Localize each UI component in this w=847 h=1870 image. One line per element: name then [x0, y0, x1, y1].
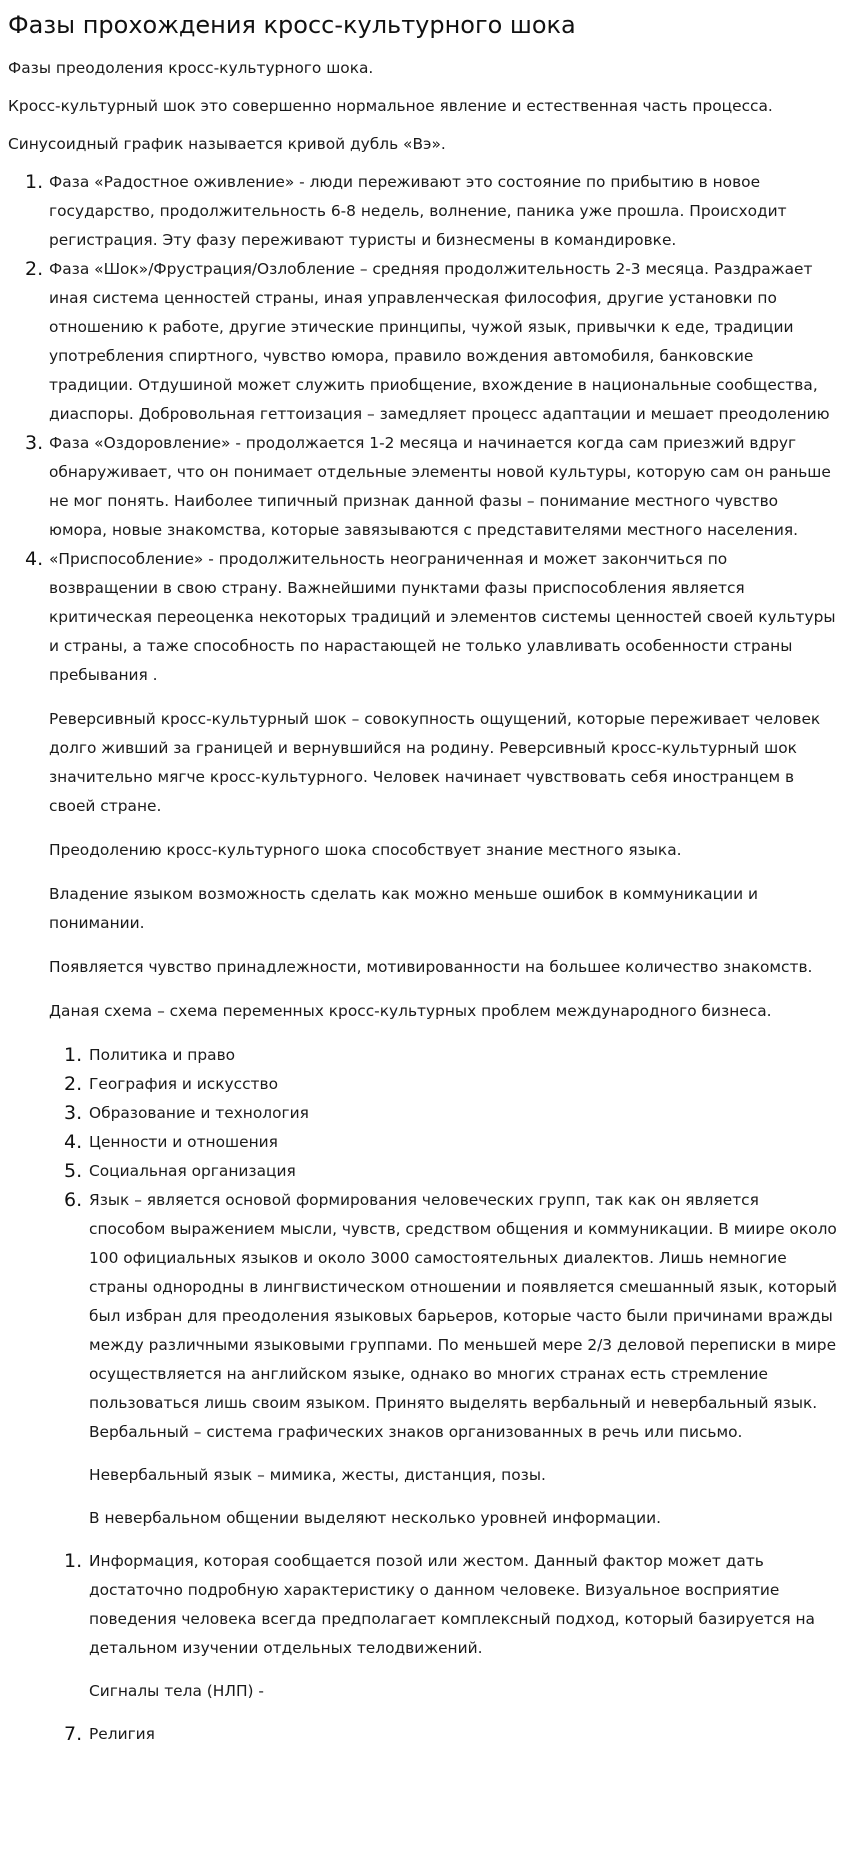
list-number: 5. [64, 1160, 83, 1182]
intro-paragraph: Синусоидный график называется кривой дубль «Вэ». [8, 135, 446, 153]
list-number: 4. [64, 1131, 83, 1153]
list-number: 1. [64, 1550, 83, 1572]
list-item-text: Образование и технология [89, 1104, 309, 1122]
list-item [8, 1041, 839, 1070]
body-paragraph: Появляется чувство принадлежности, мотивированности на большее количество знакомств. [49, 958, 813, 976]
list-number: 2. [64, 1073, 83, 1095]
list-item-text: Ценности и отношения [89, 1133, 278, 1151]
list-item [8, 1070, 839, 1099]
intro-paragraph: Кросс-культурный шок это совершенно нормальное явление и естественная часть процесса. [8, 97, 773, 115]
list-item-text: Социальная организация [89, 1162, 296, 1180]
list-number: 2. [25, 258, 44, 280]
list-item [8, 255, 839, 429]
variables-list-continued [8, 1720, 839, 1749]
variables-list [8, 1041, 839, 1533]
list-number: 4. [25, 548, 44, 570]
list-item [8, 1099, 839, 1128]
body-section [8, 705, 839, 1026]
list-item [8, 1547, 839, 1706]
body-paragraph: Преодолению кросс-культурного шока способствует знание местного языка. [49, 841, 682, 859]
list-item [8, 1128, 839, 1157]
list-item [8, 168, 839, 255]
list-item-text: Фаза «Оздоровление» - продолжается 1-2 месяца и начинается когда сам приезжий вдруг обнаруживает, что он понимает отдельные элементы новой культуры, которую сам он раньше не мог понять. Наиболее типичный признак данной фазы – понимание местного чувство юмора, новые знакомства, которые завязываются с представителями местного населения. [49, 434, 831, 539]
body-paragraph: Реверсивный кросс-культурный шок – совокупность ощущений, которые переживает человек долго живший за границей и вернувшийся на родину. Реверсивный кросс-культурный шок значительно мягче кросс-культурного. Человек начинает чувствовать себя иностранцем в своей стране. [49, 710, 821, 815]
language-subparagraph: В невербальном общении выделяют несколько уровней информации. [89, 1509, 662, 1527]
list-item-text: Фаза «Шок»/Фрустрация/Озлобление – средняя продолжительность 2-3 месяца. Раздражает иная система ценностей страны, иная управленческая философия, другие установки по отношению к работе, другие этические принципы, чужой язык, привычки к еде, традиции употребления спиртного, чувство юмора, правило вождения автомобиля, банковские традиции. Отдушиной может служить приобщение, вхождение в национальные сообщества, диаспоры. Добровольная геттоизация – замедляет процесс адаптации и мешает преодолению [49, 260, 830, 423]
intro-section [8, 54, 839, 159]
list-number: 1. [25, 171, 44, 193]
list-item-text: Религия [89, 1725, 155, 1743]
list-item [8, 1186, 839, 1533]
list-number: 7. [64, 1723, 83, 1745]
list-item-text: «Приспособление» - продолжительность неограниченная и может закончиться по возвращении в свою страну. Важнейшими пунктами фазы приспособления является критическая переоценка некоторых традиций и элементов системы ценностей своей культуры и страны, а таже способность по нарастающей не только улавливать особенности страны пребывания . [49, 550, 836, 684]
list-number: 6. [64, 1189, 83, 1211]
list-number: 1. [64, 1044, 83, 1066]
list-item [8, 1157, 839, 1186]
list-item [8, 429, 839, 545]
language-subparagraph: Невербальный язык – мимика, жесты, дистанция, позы. [89, 1466, 546, 1484]
language-subparagraph: Сигналы тела (НЛП) - [89, 1682, 264, 1700]
list-item [8, 545, 839, 690]
list-item-text: Фаза «Радостное оживление» - люди переживают это состояние по прибытию в новое государство, продолжительность 6-8 недель, волнение, паника уже прошла. Происходит регистрация. Эту фазу переживают туристы и бизнесмены в командировке. [49, 173, 787, 249]
list-item-text: Язык – является основой формирования человеческих групп, так как он является способом выражением мысли, чувств, средством общения и коммуникации. В миире около 100 официальных языков и около 3000 самостоятельных диалектов. Лишь немногие страны однородны в лингвистическом отношении и появляется смешанный язык, который был избран для преодоления языковых барьеров, которые часто были причинами вражды между различными языковыми группами. По меньшей мере 2/3 деловой переписки в мире осуществляется на английском языке, однако во многих странах есть стремление пользоваться лишь своим языком. Принято выделять вербальный и невербальный язык. Вербальный – система графических знаков организованных в речь или письмо. [89, 1191, 838, 1441]
list-item [8, 1720, 839, 1749]
nonverbal-levels-list [8, 1547, 839, 1706]
body-paragraph: Даная схема – схема переменных кросс-культурных проблем международного бизнеса. [49, 1002, 772, 1020]
list-item-text: Политика и право [89, 1046, 236, 1064]
phases-list [8, 168, 839, 690]
intro-paragraph: Фазы преодоления кросс-культурного шока. [8, 59, 374, 77]
list-number: 3. [64, 1102, 83, 1124]
body-paragraph: Владение языком возможность сделать как можно меньше ошибок в коммуникации и понимании. [49, 885, 758, 932]
list-item-text: География и искусство [89, 1075, 279, 1093]
page-title: Фазы прохождения кросс-культурного шока [8, 11, 576, 39]
list-number: 3. [25, 432, 44, 454]
list-item-text: Информация, которая сообщается позой или жестом. Данный фактор может дать достаточно подробную характеристику о данном человеке. Визуальное восприятие поведения человека всегда предполагает комплексный подход, который базируется на детальном изучении отдельных телодвижений. [89, 1552, 815, 1657]
